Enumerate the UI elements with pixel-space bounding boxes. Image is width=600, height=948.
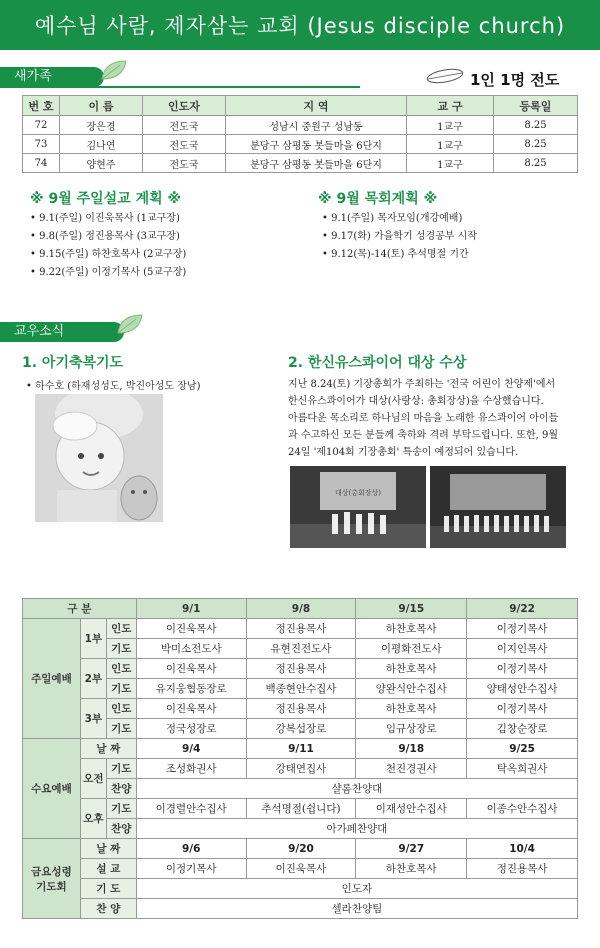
choir-stage-photo: [430, 466, 566, 548]
table-cell: 박미소전도사: [136, 639, 246, 659]
section-tab-news: [0, 322, 124, 342]
service-part: 3부: [80, 699, 106, 739]
table-cell: 양태성안수집사: [467, 679, 578, 699]
schedule-date: 9/8: [246, 599, 356, 619]
table-cell: 하찬호목사: [356, 619, 467, 639]
pastor-plan-list: [322, 210, 477, 264]
table-cell: 이평화전도사: [356, 639, 467, 659]
table-cell: 1교구: [407, 154, 494, 173]
service-label-friday: [23, 839, 81, 919]
table-row: [23, 679, 578, 699]
table-cell: 유현진전도사: [246, 639, 356, 659]
choir-photo: [290, 466, 426, 548]
table-cell: 이정기목사: [467, 619, 578, 639]
date-label: 날 짜: [80, 839, 136, 859]
text-line: 지난 8.24(토) 기장총회가 주최하는 '전국 어린이 찬양제'에서: [288, 379, 556, 390]
stage-banner-text: 대상(총회장상): [334, 489, 382, 497]
table-cell: 이진욱목사: [136, 699, 246, 719]
table-row: [23, 135, 578, 154]
list-item: • 9.8(주일) 정진용목사 (3교구장): [30, 228, 186, 246]
section-tab-label: 교우소식: [14, 324, 65, 339]
schedule-date: 9/27: [356, 839, 467, 859]
table-cell: 아가페찬양대: [136, 819, 577, 839]
column-header: 교 구: [407, 96, 494, 116]
table-row: [23, 639, 578, 659]
service-part: 2부: [80, 659, 106, 699]
role-label: 기도: [106, 639, 136, 659]
list-item: • 9.12(목)-14(토) 추석명절 기간: [322, 246, 477, 264]
leaf-icon: [116, 313, 144, 335]
table-cell: 이진욱목사: [246, 859, 356, 879]
schedule-date: 9/20: [246, 839, 356, 859]
leaf-icon: [100, 59, 128, 81]
table-row: [23, 759, 578, 779]
service-part: 오전: [80, 759, 106, 799]
service-part: 오후: [80, 799, 106, 839]
choir-award-text: [288, 376, 580, 461]
column-header: 번 호: [23, 96, 60, 116]
text-line: 한신유스콰이어가 대상(사랑상: 총회장상)을 수상했습니다.: [288, 396, 544, 407]
sermon-plan-list: [30, 210, 186, 282]
baby-photo: [35, 394, 163, 522]
column-header: 지 역: [226, 96, 407, 116]
section-tab-new-family: [0, 67, 104, 87]
table-cell: 이정기목사: [467, 699, 578, 719]
table-cell: 전도국: [143, 154, 226, 173]
table-cell: 양완식안수집사: [356, 679, 467, 699]
text-line: 과 수고하신 모든 분들께 축하와 격려 부탁드립니다. 또한, 9월: [288, 430, 558, 441]
table-cell: 탁옥희권사: [467, 759, 578, 779]
table-cell: 김창순장로: [467, 719, 578, 739]
schedule-date: 9/18: [356, 739, 467, 759]
new-family-table: [22, 95, 578, 173]
table-cell: 74: [23, 154, 60, 173]
table-row: [23, 619, 578, 639]
table-cell: 8.25: [494, 116, 578, 135]
section-divider: [0, 86, 360, 88]
role-label: 인도: [106, 619, 136, 639]
column-header: 이 름: [60, 96, 143, 116]
role-label: 기도: [106, 679, 136, 699]
table-cell: 이정기목사: [467, 659, 578, 679]
role-label: 기도: [106, 799, 136, 819]
table-cell: 1교구: [407, 116, 494, 135]
table-cell: 분당구 삼평동 봇들마을 6단지: [226, 135, 407, 154]
table-cell: 이재성안수집사: [356, 799, 467, 819]
list-item: • 9.15(주일) 하찬호목사 (2교구장): [30, 246, 186, 264]
service-label-line: 기도회: [36, 880, 67, 893]
role-label: 설 교: [80, 859, 136, 879]
role-label: 찬 양: [80, 899, 136, 919]
table-cell: 이경렬안수집사: [136, 799, 246, 819]
table-cell: 정진용목사: [246, 619, 356, 639]
table-cell: 강복섭장로: [246, 719, 356, 739]
table-row: [23, 799, 578, 819]
date-label: 날 짜: [80, 739, 136, 759]
table-row: [23, 699, 578, 719]
table-cell: 정진용목사: [246, 699, 356, 719]
table-cell: 유지웅협동장로: [136, 679, 246, 699]
table-cell: 조성화권사: [136, 759, 246, 779]
table-cell: 72: [23, 116, 60, 135]
table-cell: 이지인목사: [467, 639, 578, 659]
column-header: 인도자: [143, 96, 226, 116]
schedule-date: 9/15: [356, 599, 467, 619]
table-row: [23, 739, 578, 759]
table-cell: 73: [23, 135, 60, 154]
table-cell: 김나연: [60, 135, 143, 154]
service-label-sunday: 주일예배: [23, 619, 81, 739]
schedule-date: 9/1: [136, 599, 246, 619]
role-label: 인도: [106, 659, 136, 679]
schedule-header-label: 구 분: [23, 599, 137, 619]
table-row: [23, 116, 578, 135]
table-cell: 이진욱목사: [136, 659, 246, 679]
role-label: 기 도: [80, 879, 136, 899]
table-row: [23, 719, 578, 739]
table-cell: 8.25: [494, 135, 578, 154]
news-item-title: 1. 아기축복기도: [22, 355, 124, 371]
schedule-date: 9/4: [136, 739, 246, 759]
table-cell: 하찬호목사: [356, 699, 467, 719]
table-cell: 인도자: [136, 879, 577, 899]
table-cell: 분당구 삼평동 봇들마을 6단지: [226, 154, 407, 173]
table-cell: 이종수안수집사: [467, 799, 578, 819]
table-cell: 성남시 중원구 성남동: [226, 116, 407, 135]
leaf-icon: [425, 66, 465, 86]
text-line: 아름다운 목소리로 하나님의 마음을 노래한 유스콰이어 아이들: [288, 413, 559, 424]
table-cell: 하찬호목사: [356, 659, 467, 679]
table-cell: 전도국: [143, 116, 226, 135]
table-row: [23, 659, 578, 679]
table-row: [23, 859, 578, 879]
list-item: • 9.1(주일) 목자모임(개강예배): [322, 210, 477, 228]
evangelism-motto: 1인 1명 전도: [470, 71, 560, 89]
table-cell: 이진욱목사: [136, 619, 246, 639]
table-cell: 정국성장로: [136, 719, 246, 739]
schedule-date: 9/6: [136, 839, 246, 859]
table-cell: 셀라찬양팀: [136, 899, 577, 919]
table-cell: 8.25: [494, 154, 578, 173]
table-cell: 이정기목사: [136, 859, 246, 879]
table-cell: 강태연집사: [246, 759, 356, 779]
list-item: • 9.22(주일) 이정기목사 (5교구장): [30, 264, 186, 282]
page-banner: [0, 0, 600, 50]
role-label: 찬양: [106, 779, 136, 799]
table-row: [23, 899, 578, 919]
schedule-header-row: [23, 599, 578, 619]
table-cell: 전도국: [143, 135, 226, 154]
table-row: [23, 819, 578, 839]
table-cell: 하찬호목사: [356, 859, 467, 879]
role-label: 기도: [106, 719, 136, 739]
table-cell: 정진용목사: [246, 659, 356, 679]
table-cell: 임규상장로: [356, 719, 467, 739]
baby-blessing-text: • 하수호 (하재성성도, 박진아성도 장남): [26, 381, 201, 392]
column-header: 등록일: [494, 96, 578, 116]
table-cell: 샬롬찬양대: [136, 779, 577, 799]
role-label: 인도: [106, 699, 136, 719]
section-tab-label: 새가족: [14, 69, 52, 84]
list-item: • 9.17(화) 가을학기 성경공부 시작: [322, 228, 477, 246]
list-item: • 9.1(주일) 이진욱목사 (1교구장): [30, 210, 186, 228]
table-cell: 천진경권사: [356, 759, 467, 779]
table-cell: 정진용목사: [467, 859, 578, 879]
schedule-date: 10/4: [467, 839, 578, 859]
news-item-title: 2. 한신유스콰이어 대상 수상: [288, 355, 467, 371]
schedule-date: 9/25: [467, 739, 578, 759]
table-row: [23, 879, 578, 899]
table-cell: 장은경: [60, 116, 143, 135]
role-label: 찬양: [106, 819, 136, 839]
service-part: 1부: [80, 619, 106, 659]
role-label: 기도: [106, 759, 136, 779]
service-label-line: 금요성령: [31, 865, 72, 878]
table-cell: 1교구: [407, 135, 494, 154]
text-line: 24일 '제104회 기장총회' 특송이 예정되어 있습니다.: [288, 447, 519, 458]
table-cell: 백종현안수집사: [246, 679, 356, 699]
schedule-date: 9/11: [246, 739, 356, 759]
banner-title: 예수님 사람, 제자삼는 교회 (Jesus disciple church): [34, 14, 566, 38]
schedule-date: 9/22: [467, 599, 578, 619]
service-label-wednesday: 수요예배: [23, 739, 81, 839]
table-header-row: [23, 96, 578, 116]
worship-schedule-table: [22, 598, 578, 919]
table-row: [23, 779, 578, 799]
sermon-plan-title: ※ 9월 주일설교 계획 ※: [30, 191, 182, 207]
table-cell: 추석명절(쉽니다): [246, 799, 356, 819]
table-cell: 양현주: [60, 154, 143, 173]
pastor-plan-title: ※ 9월 목회계획 ※: [318, 191, 438, 207]
table-row: [23, 839, 578, 859]
table-row: [23, 154, 578, 173]
